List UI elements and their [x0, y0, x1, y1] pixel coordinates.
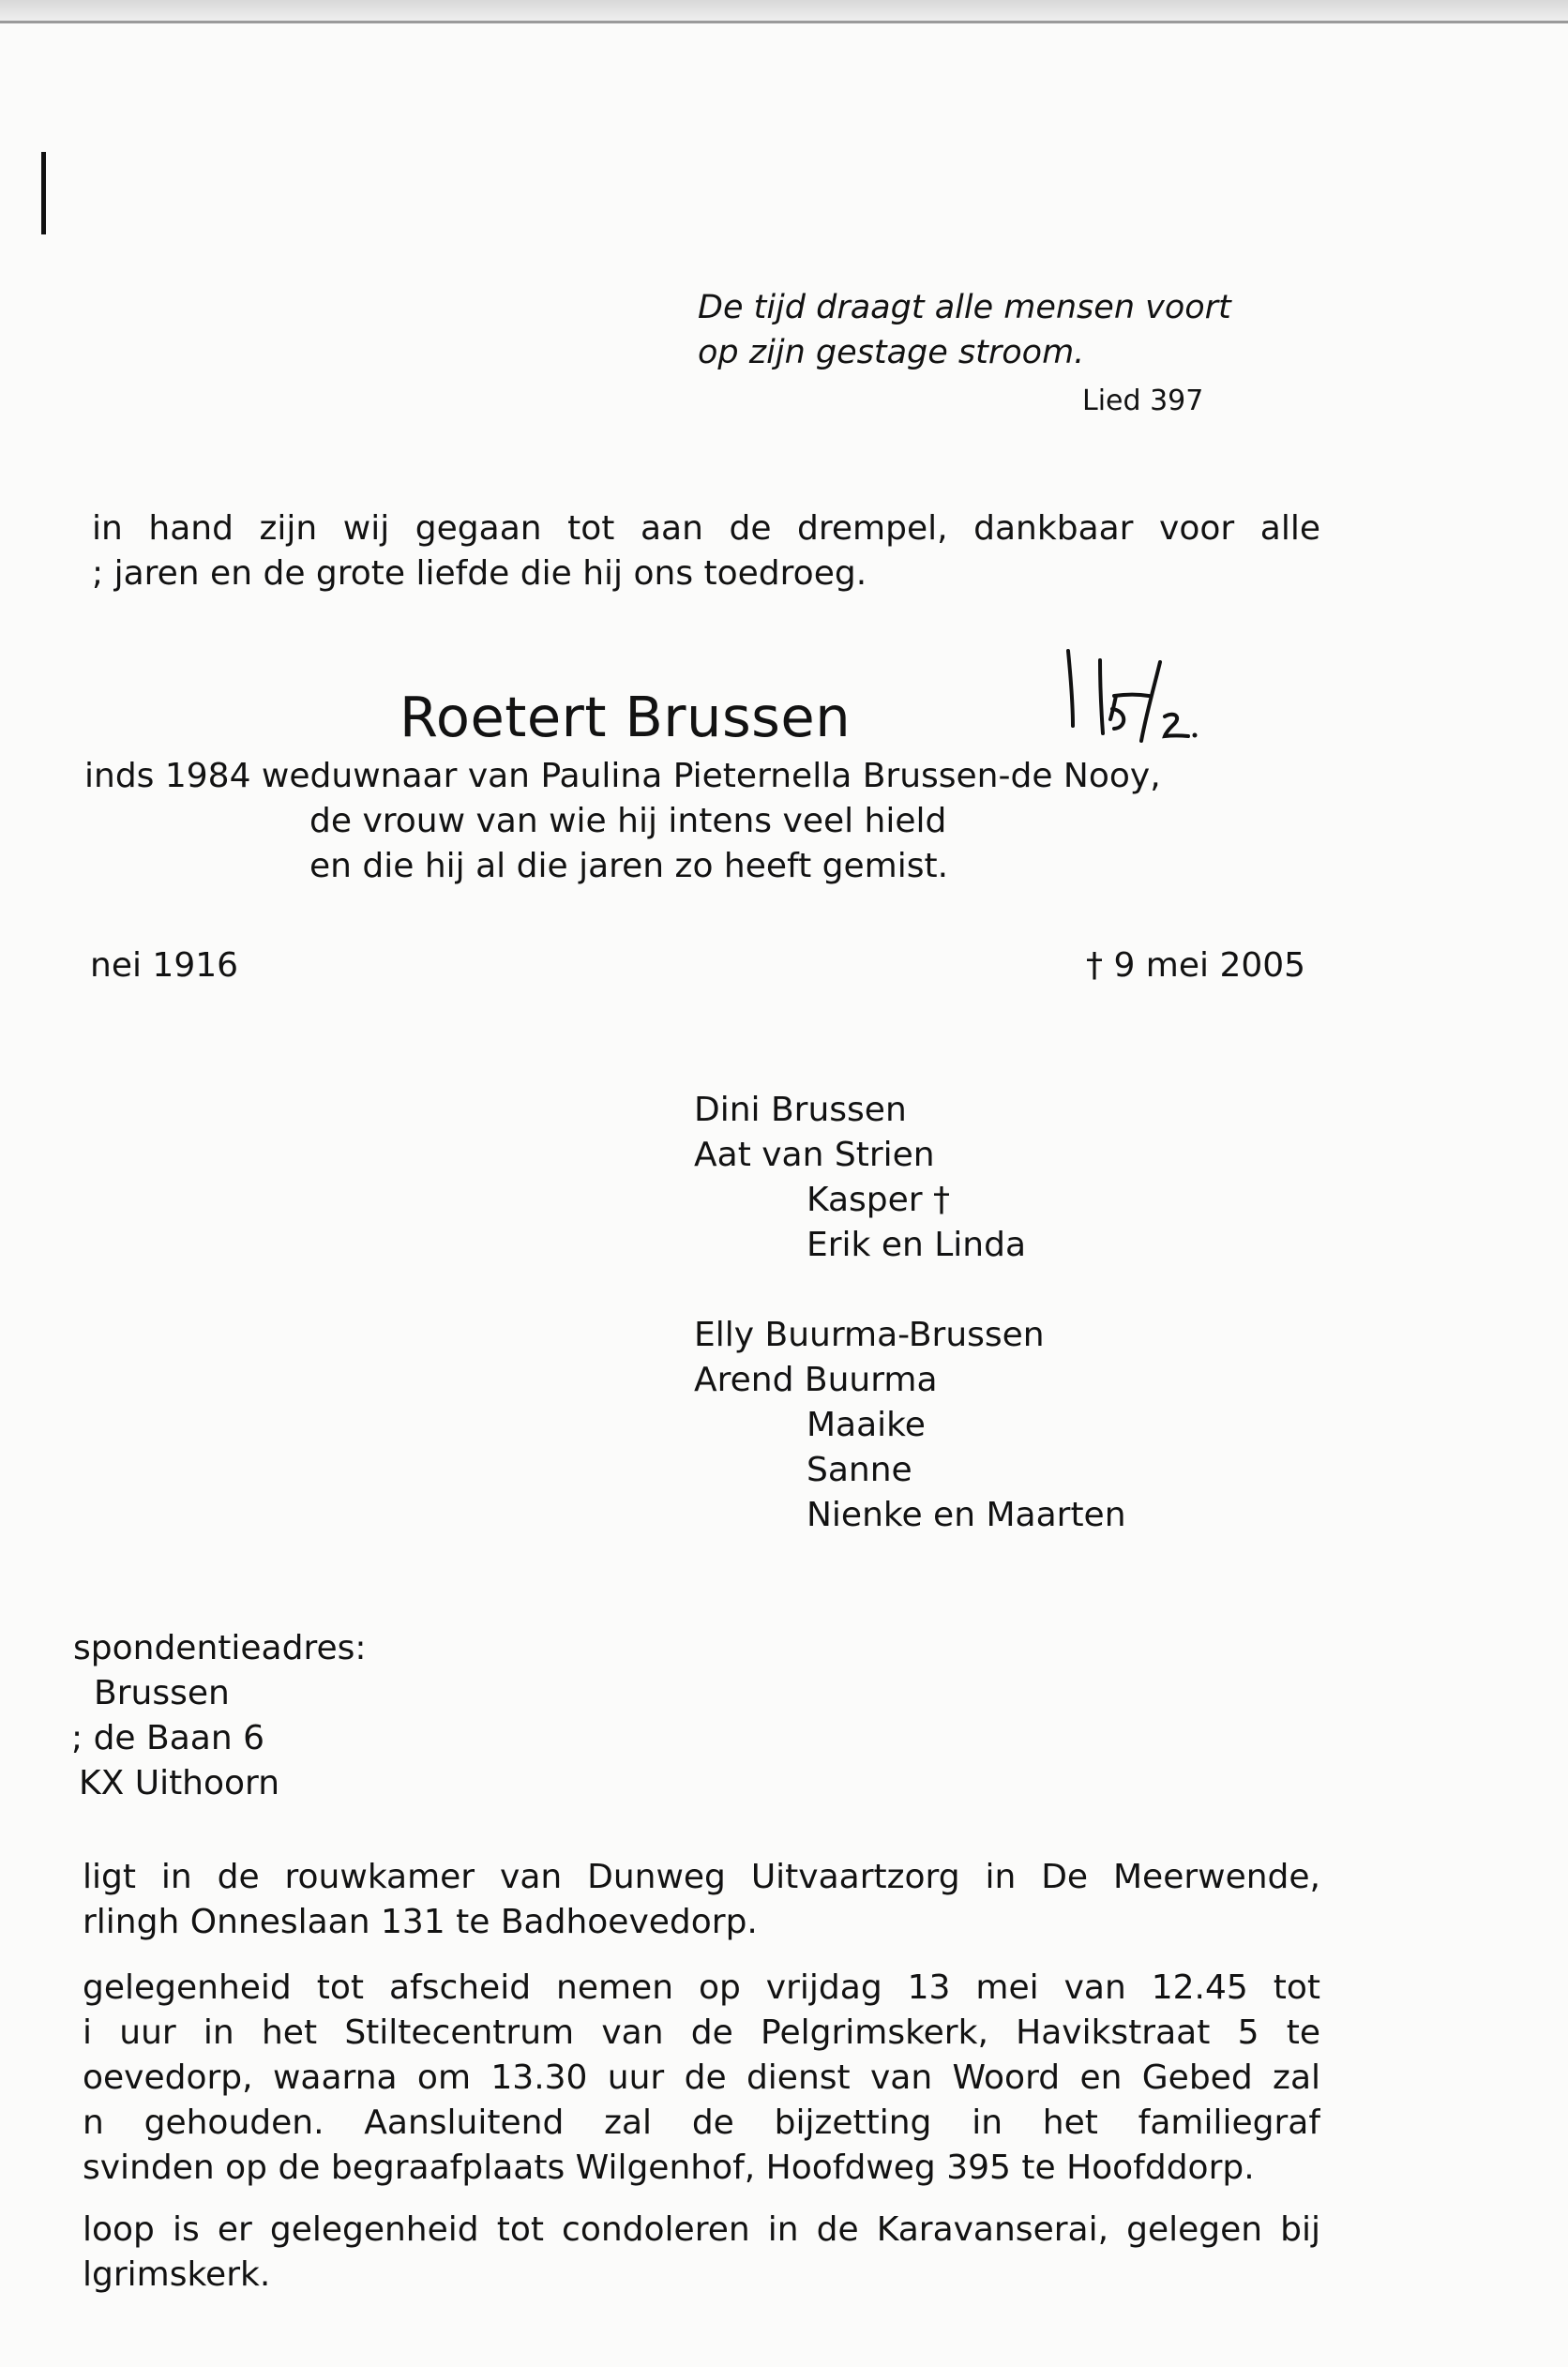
- paragraph-line: svinden op de begraafplaats Wilgenhof, Hoofdweg 395 te Hoofddorp.: [83, 2148, 1255, 2187]
- correspondence-city: KX Uithoorn: [79, 1764, 280, 1802]
- paragraph-line: lgrimskerk.: [83, 2255, 271, 2294]
- birth-date: nei 1916: [90, 946, 239, 985]
- paragraph-line: gelegenheid tot afscheid nemen op vrijdag 13 mei van 12.45 tot: [83, 1968, 1320, 2007]
- spouse-line-1: inds 1984 weduwnaar van Paulina Pieternella Brussen-de Nooy,: [84, 757, 1161, 795]
- intro-line-2: ; jaren en de grote liefde die hij ons toedroeg.: [92, 554, 867, 593]
- family-grandchild: Kasper †: [807, 1181, 951, 1219]
- page-top-edge: [0, 0, 1568, 21]
- handwritten-date-note: [1060, 643, 1200, 746]
- correspondence-label: spondentieadres:: [73, 1629, 367, 1667]
- paragraph-line: i uur in het Stiltecentrum van de Pelgrimskerk, Havikstraat 5 te: [83, 2013, 1320, 2052]
- family-grandchild: Nienke en Maarten: [807, 1496, 1126, 1534]
- spouse-line-3: en die hij al die jaren zo heeft gemist.: [309, 847, 949, 885]
- page-top-line: [0, 21, 1568, 23]
- family-grandchild: Maaike: [807, 1406, 926, 1444]
- motto-source: Lied 397: [1082, 384, 1204, 417]
- motto-line-2: op zijn gestage stroom.: [698, 334, 1085, 371]
- family-grandchild: Erik en Linda: [807, 1226, 1027, 1264]
- intro-paragraph: [92, 506, 1320, 596]
- paragraph-line: n gehouden. Aansluitend zal de bijzetting in het familiegraf: [83, 2103, 1320, 2142]
- death-date: † 9 mei 2005: [1086, 946, 1306, 985]
- condolence-paragraph: [83, 2208, 1320, 2298]
- family-parent: Aat van Strien: [694, 1136, 935, 1174]
- paragraph-line: rlingh Onneslaan 131 te Badhoevedorp.: [83, 1903, 758, 1941]
- correspondence-name: Brussen: [94, 1674, 230, 1712]
- family-parent: Arend Buurma: [694, 1361, 938, 1399]
- family-parent: Dini Brussen: [694, 1091, 907, 1129]
- family-parent: Elly Buurma-Brussen: [694, 1316, 1045, 1354]
- farewell-paragraph: [83, 1966, 1320, 2191]
- paragraph-line: ligt in de rouwkamer van Dunweg Uitvaartzorg in De Meerwende,: [83, 1858, 1320, 1896]
- deceased-name: Roetert Brussen: [400, 685, 852, 749]
- paragraph-line: oevedorp, waarna om 13.30 uur de dienst van Woord en Gebed zal: [83, 2058, 1320, 2097]
- intro-line-1: in hand zijn wij gegaan tot aan de drempel, dankbaar voor alle: [92, 509, 1320, 548]
- margin-mark: [41, 152, 46, 234]
- motto-line-1: De tijd draagt alle mensen voort: [698, 289, 1231, 326]
- viewing-paragraph: [83, 1855, 1320, 1945]
- paragraph-line: loop is er gelegenheid tot condoleren in de Karavanserai, gelegen bij: [83, 2210, 1320, 2249]
- correspondence-street: ; de Baan 6: [71, 1719, 264, 1757]
- spouse-line-2: de vrouw van wie hij intens veel hield: [309, 802, 947, 840]
- family-grandchild: Sanne: [807, 1451, 912, 1489]
